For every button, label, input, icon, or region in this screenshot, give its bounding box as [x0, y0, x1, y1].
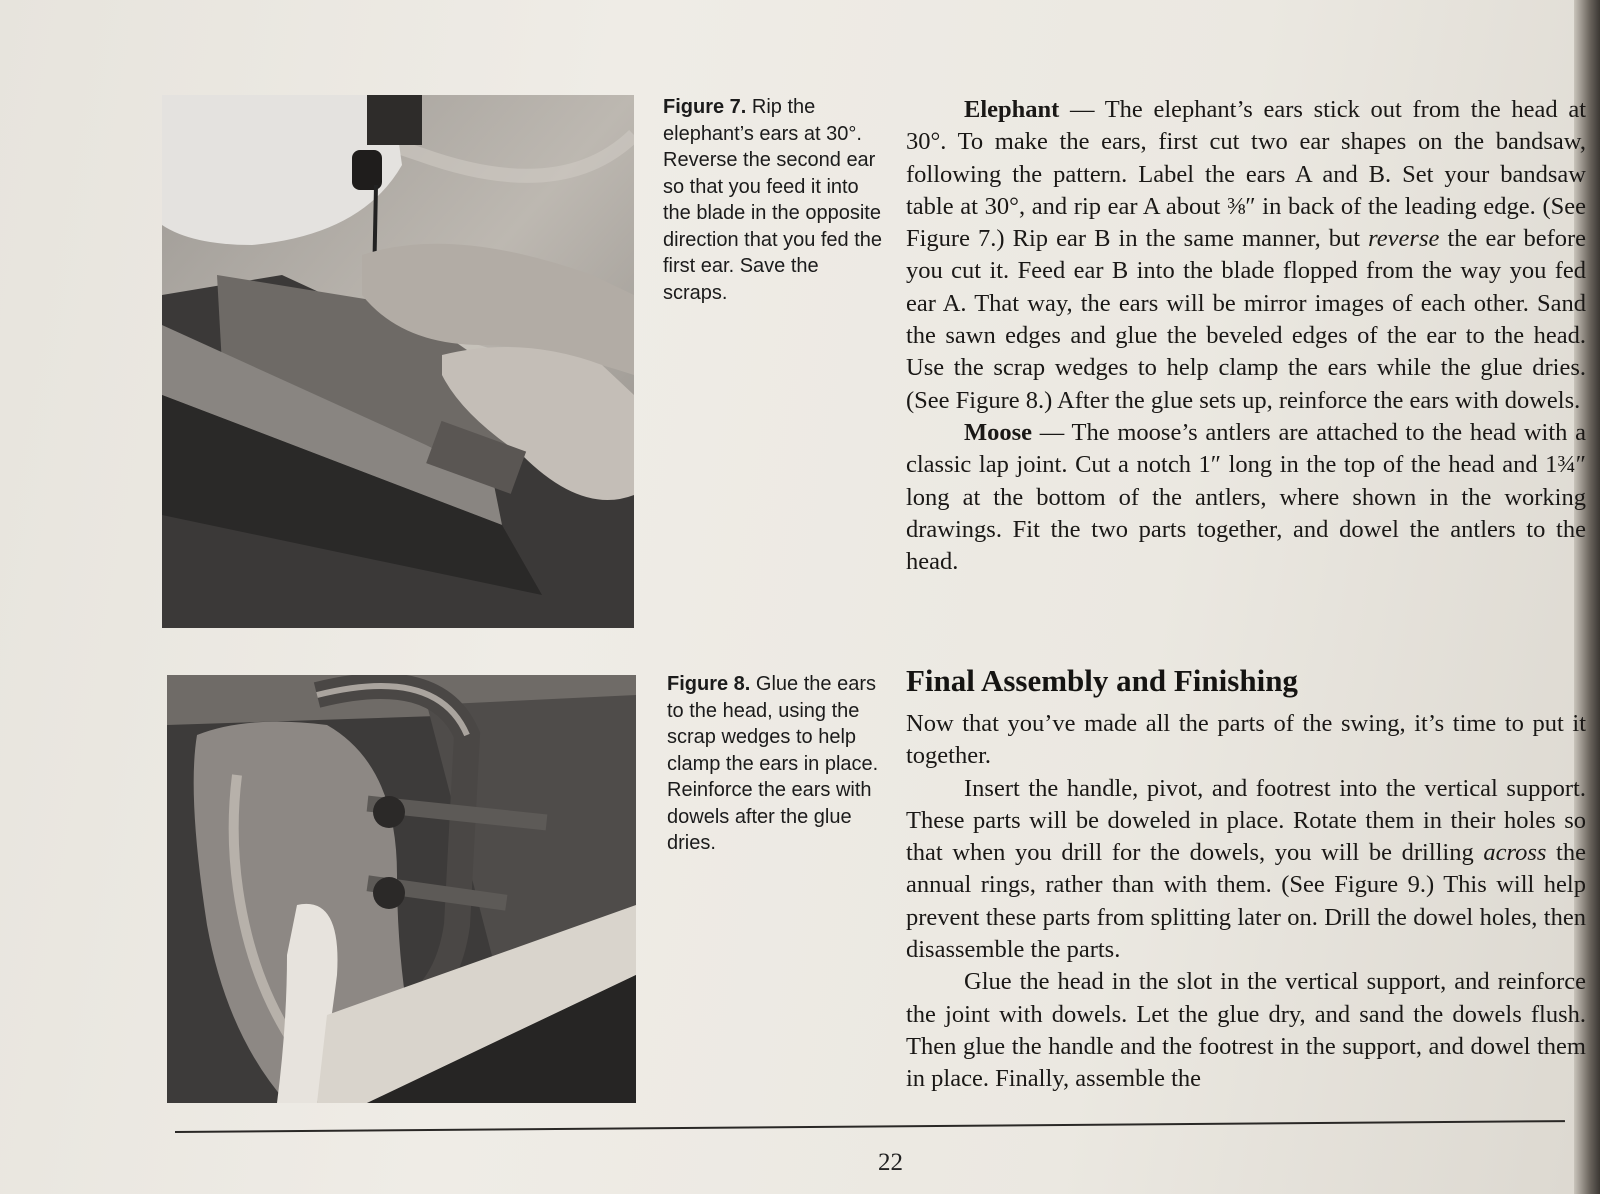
- elephant-text-1: — The elephant’s ears stick out from the head at 30°. To make the ears, first cut two ear shapes on the bandsaw, following the pattern. Label the ears A and B. Set your bandsaw table at 30°, and rip ear A about ⅜″ in back of the leading edge. (See Figure 7.) Rip ear B in the same manner, but: [906, 96, 1586, 253]
- final-assembly-paragraph-2: [906, 773, 1586, 967]
- final-assembly-paragraph-3: Glue the head in the slot in the vertical support, and reinforce the joint with dowels. Let the glue dry, and sand the dowels flush. Then glue the handle and the footrest in the support, and dowel them in place. Finally, assemble the: [906, 968, 1586, 1093]
- figure-7-photo: [162, 95, 634, 628]
- figure-7-caption: [663, 94, 883, 306]
- figure-7-label: Figure 7.: [663, 96, 747, 118]
- animal-ears-section: [906, 94, 1586, 578]
- final-assembly-paragraph-2-a: Insert the handle, pivot, and footrest into the vertical support. These parts will be doweled in place. Rotate them in their holes so that when you drill for the dowels, you will be drilling: [906, 774, 1586, 867]
- elephant-text-2: the ear before you cut it. Feed ear B into the blade flopped from the way you fed ear A. That way, the ears will be mirror images of each other. Sand the sawn edges and glue the beveled edges of the ear to the head. Use the scrap wedges to help clamp the ears while the glue dries. (See Figure 8.) After the glue sets up, reinforce the ears with dowels.: [906, 225, 1587, 414]
- final-assembly-paragraph-2-b: the annual rings, rather than with them. (See Figure 9.) This will help prevent these parts from splitting later on. Drill the dowel holes, then disassemble the parts.: [906, 839, 1586, 964]
- elephant-heading: Elephant: [964, 96, 1060, 123]
- moose-paragraph: [906, 417, 1586, 578]
- moose-heading: Moose: [964, 418, 1033, 446]
- figure-8-label: Figure 8.: [667, 673, 751, 695]
- figure-8-caption-text: Glue the ears to the head, using the scrap wedges to help clamp the ears in place. Reinforce the ears with dowels after the glue dries.: [667, 673, 879, 854]
- final-assembly-heading: Final Assembly and Finishing: [906, 663, 1298, 698]
- elephant-paragraph: [906, 94, 1586, 417]
- elephant-emphasis: reverse: [1368, 225, 1440, 253]
- moose-text: — The moose’s antlers are attached to the head with a classic lap joint. Cut a notch 1″ long in the top of the head and 1¾″ long at the bottom of the antlers, where shown in the working drawings. Fit the two parts together, and dowel the antlers to the head.: [906, 418, 1586, 576]
- figure-8-photo: [167, 675, 636, 1103]
- footer-rule: [175, 1120, 1565, 1133]
- final-assembly-paragraph-1: Now that you’ve made all the parts of the swing, it’s time to put it together.: [906, 710, 1586, 770]
- final-assembly-section: [906, 708, 1586, 1096]
- figure-8-caption: [667, 671, 882, 857]
- figure-7-caption-text: Rip the elephant’s ears at 30°. Reverse the second ear so that you feed it into the blade in the opposite direction that you fed the first ear. Save the scraps.: [663, 96, 883, 304]
- final-assembly-paragraph-2-emphasis: across: [1483, 839, 1547, 867]
- page-number: 22: [878, 1149, 903, 1176]
